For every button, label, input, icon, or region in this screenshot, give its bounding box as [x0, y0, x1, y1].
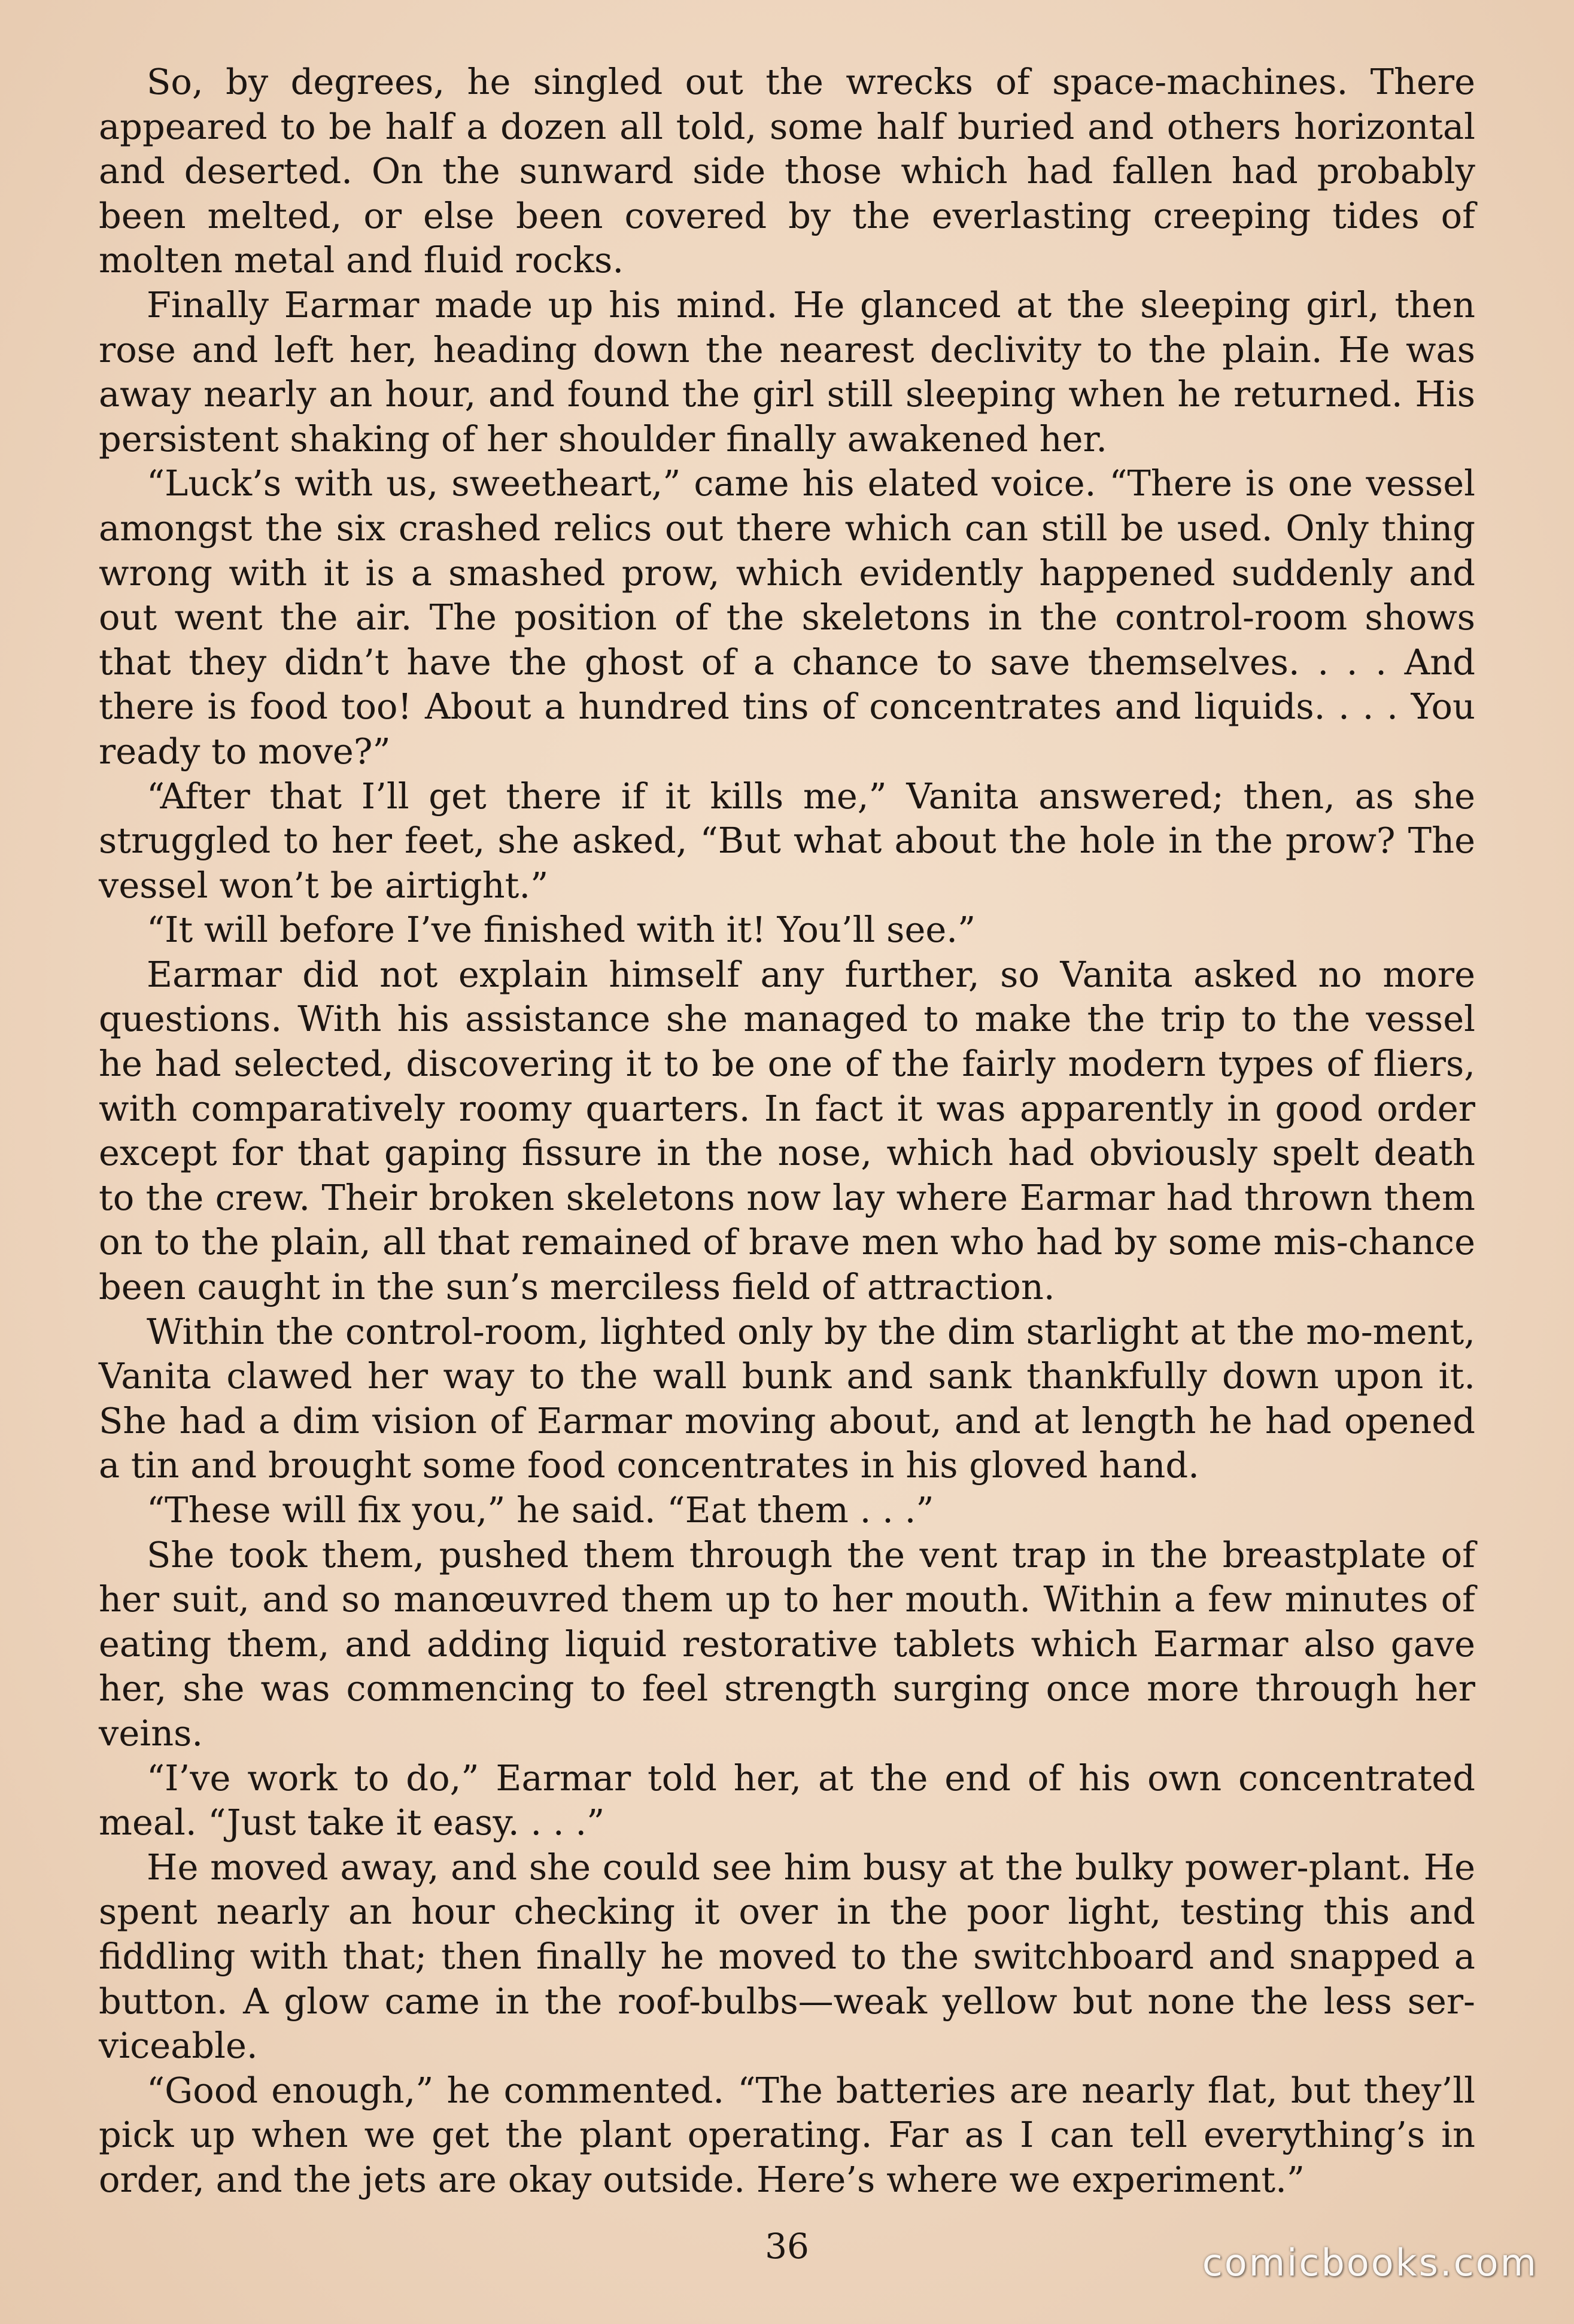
- paragraph-3: “Luck’s with us, sweetheart,” came his elated voice. “There is one vessel amongst the six crashed relics out there which can still be used. Only thing wrong with it is a smashed prow, which evidently happened suddenly and out went the air. The position of the skeletons in the control-room shows that they didn’t have the ghost of a chance to save themselves. . . . And there is food too! About a hundred tins of concentrates and liquids. . . . You ready to move?”: [99, 463, 1475, 772]
- paragraph-6: Earmar did not explain himself any further, so Vanita asked no more questions. With his assistance she managed to make the trip to the vessel he had selected, discovering it to be one of the fairly modern types of fliers, with comparatively roomy quarters. In fact it was apparently in good order except for that gaping fissure in the nose, which had obviously spelt death to the crew. Their broken skeletons now lay where Earmar had thrown them on to the plain, all that remained of brave men who had by some mis-chance been caught in the sun’s merciless field of attraction.: [99, 953, 1475, 1308]
- paragraph-1: So, by degrees, he singled out the wrecks of space-machines. There appeared to be half a dozen all told, some half buried and others horizontal and deserted. On the sunward side those which had fallen had probably been melted, or else been covered by the everlasting creeping tides of molten metal and fluid rocks.: [99, 61, 1475, 281]
- paragraph-8: “These will fix you,” he said. “Eat them . . .”: [147, 1489, 934, 1531]
- body-text: [99, 60, 1475, 2203]
- paragraph-2: Finally Earmar made up his mind. He glanced at the sleeping girl, then rose and left her, heading down the nearest declivity to the plain. He was away nearly an hour, and found the girl still sleeping when he returned. His persistent shaking of her shoulder finally awakened her.: [99, 284, 1475, 460]
- paragraph-10: “I’ve work to do,” Earmar told her, at the end of his own concentrated meal. “Just take it easy. . . .”: [99, 1757, 1475, 1844]
- paragraph-11: He moved away, and she could see him busy at the bulky power-plant. He spent nearly an hour checking it over in the poor light, testing this and fiddling with that; then finally he moved to the switchboard and snapped a button. A glow came in the roof-bulbs—weak yellow but none the less ser-viceable.: [99, 1846, 1475, 2067]
- paragraph-12: “Good enough,” he commented. “The batteries are nearly flat, but they’ll pick up when we get the plant operating. Far as I can tell everything’s in order, and the jets are okay outside. Here’s where we experiment.”: [99, 2069, 1475, 2200]
- paragraph-7: Within the control-room, lighted only by the dim starlight at the mo-ment, Vanita clawed her way to the wall bunk and sank thankfully down upon it. She had a dim vision of Earmar moving about, and at length he had opened a tin and brought some food concentrates in his gloved hand.: [99, 1310, 1475, 1486]
- page-number: 36: [765, 2226, 809, 2267]
- paragraph-4: “After that I’ll get there if it kills me,” Vanita answered; then, as she struggled to her feet, she asked, “But what about the hole in the prow? The vessel won’t be airtight.”: [99, 775, 1475, 906]
- paragraph-5: “It will before I’ve finished with it! You’ll see.”: [147, 909, 976, 951]
- paragraph-9: She took them, pushed them through the vent trap in the breastplate of her suit, and so manœuvred them up to her mouth. Within a few minutes of eating them, and adding liquid restorative tablets which Earmar also gave her, she was commencing to feel strength surging once more through her veins.: [99, 1534, 1475, 1754]
- watermark: comicbooks.com: [1202, 2241, 1538, 2285]
